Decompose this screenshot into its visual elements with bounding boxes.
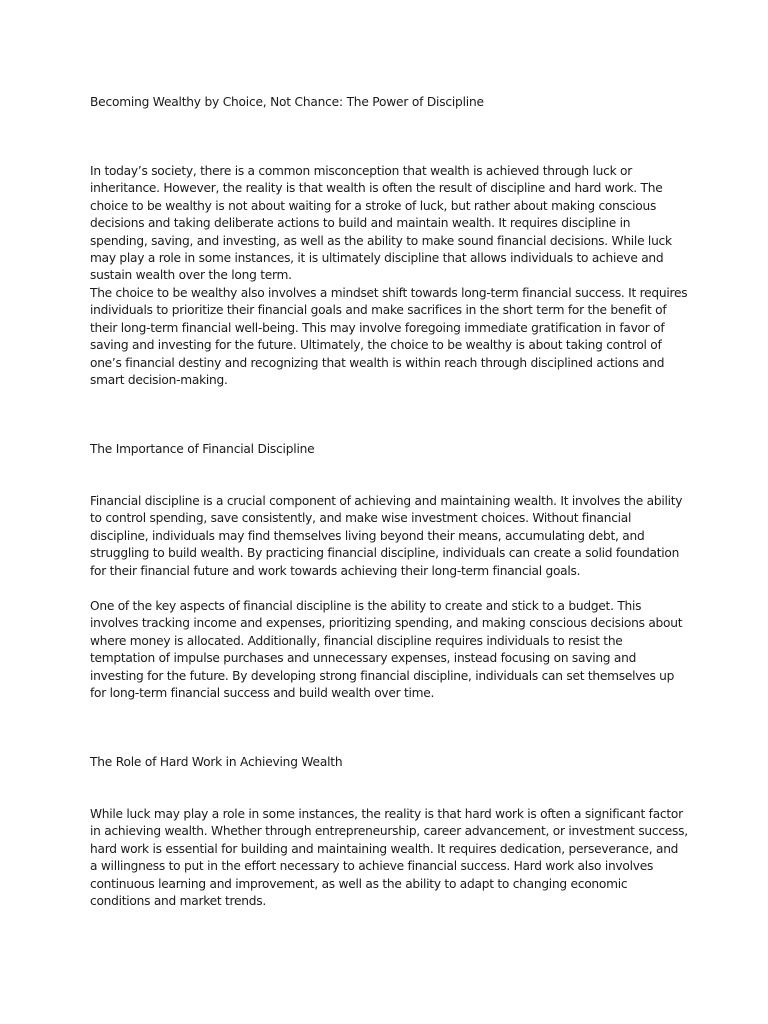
section-hard-work — [90, 754, 688, 771]
section-heading-financial-discipline: The Importance of Financial Discipline — [90, 442, 315, 456]
hard-work-paragraph-1: While luck may play a role in some instances, the reality is that hard work is often a significant factor in achieving wealth. Whether through entrepreneurship, career advancement, or investment success, hard work is essential for building and maintaining wealth. It requires dedication, perseverance, and a willingness to put in the effort necessary to achieve financial success. Hard work also involves continuous learning and improvement, as well as the ability to adapt to changing economic conditions and market trends. — [90, 807, 688, 909]
section-hard-work-body — [90, 806, 688, 910]
section-heading-hard-work: The Role of Hard Work in Achieving Wealth — [90, 755, 343, 769]
intro-paragraph-2: The choice to be wealthy also involves a mindset shift towards long-term financial success. It requires individuals to prioritize their financial goals and make sacrifices in the short term for the benefit of their long-term financial well-being. This may involve foregoing immediate gratification in favor of saving and investing for the future. Ultimately, the choice to be wealthy is about taking control of one’s financial destiny and recognizing that wealth is within reach through disciplined actions and smart decision-making. — [90, 286, 688, 388]
section-financial-discipline — [90, 441, 688, 458]
intro-paragraph-1: In today’s society, there is a common misconception that wealth is achieved through luck or inheritance. However, the reality is that wealth is often the result of discipline and hard work. The choice to be wealthy is not about waiting for a stroke of luck, but rather about making conscious decisions and taking deliberate actions to build and maintain wealth. It requires discipline in spending, saving, and investing, as well as the ability to make sound financial decisions. While luck may play a role in some instances, it is ultimately discipline that allows individuals to achieve and sustain wealth over the long term. — [90, 164, 672, 283]
financial-discipline-paragraph-1: Financial discipline is a crucial component of achieving and maintaining wealth. It involves the ability to control spending, save consistently, and make wise investment choices. Without financial discipline, individuals may find themselves living beyond their means, accumulating debt, and struggling to build wealth. By practicing financial discipline, individuals can create a solid foundation for their financial future and work towards achieving their long-term financial goals. — [90, 494, 683, 578]
document-title: Becoming Wealthy by Choice, Not Chance: The Power of Discipline — [90, 95, 484, 109]
document-body — [90, 94, 688, 111]
intro-section — [90, 163, 688, 285]
section-financial-discipline-body — [90, 493, 688, 580]
section-financial-discipline-body-2 — [90, 598, 688, 702]
financial-discipline-paragraph-2: One of the key aspects of financial discipline is the ability to create and stick to a budget. This involves tracking income and expenses, prioritizing spending, and making conscious decisions about where money is allocated. Additionally, financial discipline requires individuals to resist the temptation of impulse purchases and unnecessary expenses, instead focusing on saving and investing for the future. By developing strong financial discipline, individuals can set themselves up for long-term financial success and build wealth over time. — [90, 599, 683, 701]
intro-section-2 — [90, 285, 688, 389]
